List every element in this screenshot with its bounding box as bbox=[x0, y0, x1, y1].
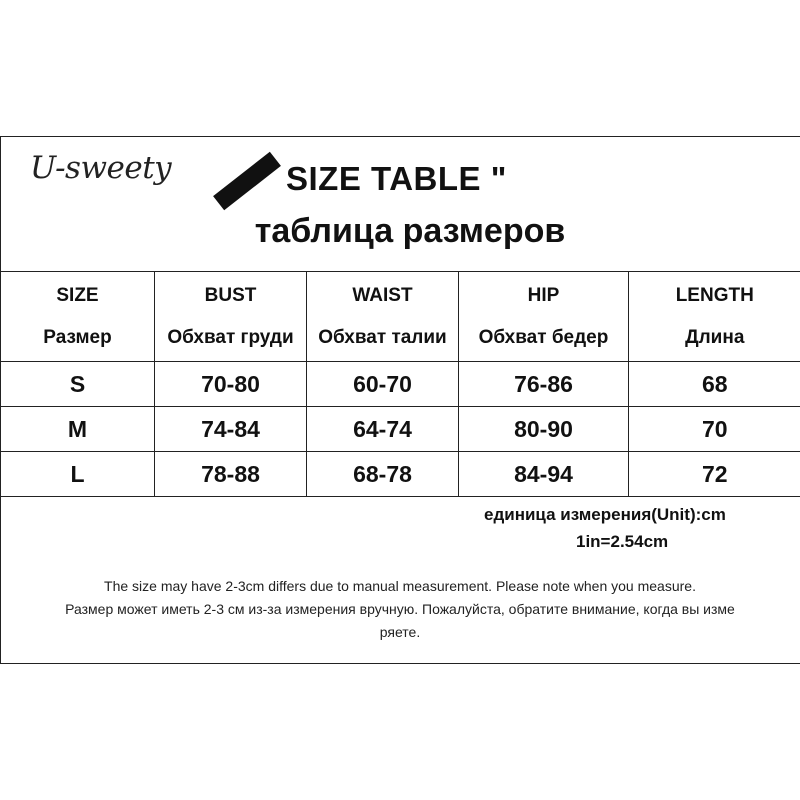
title-english: SIZE TABLE " bbox=[286, 160, 507, 197]
table-row bbox=[1, 407, 800, 452]
table-cell: 80-90 bbox=[459, 407, 629, 452]
header-en: SIZE bbox=[56, 285, 99, 306]
table-cell: 68-78 bbox=[307, 452, 459, 497]
table-cell: 70-80 bbox=[155, 362, 307, 407]
table-row bbox=[1, 452, 800, 497]
table-cell: S bbox=[1, 362, 155, 407]
header-en: LENGTH bbox=[675, 285, 754, 306]
table-cell: 76-86 bbox=[459, 362, 629, 407]
header-ru: Обхват талии bbox=[318, 327, 447, 348]
brand-logo: U-sweety bbox=[30, 150, 172, 186]
header-ru: Обхват груди bbox=[167, 327, 294, 348]
conversion-label: 1in=2.54cm bbox=[576, 532, 669, 551]
table-cell: M bbox=[1, 407, 155, 452]
header-en: HIP bbox=[527, 285, 560, 306]
table-cell: 64-74 bbox=[307, 407, 459, 452]
note-english: The size may have 2-3cm differs due to manual measurement. Please note when you measure. bbox=[104, 578, 696, 594]
header-ru: Размер bbox=[43, 327, 112, 348]
table-cell: 72 bbox=[629, 452, 800, 497]
unit-label: единица измерения(Unit):cm bbox=[484, 505, 726, 524]
table-cell: 74-84 bbox=[155, 407, 307, 452]
table-cell: 68 bbox=[629, 362, 800, 407]
table-cell: 84-94 bbox=[459, 452, 629, 497]
table-cell: L bbox=[1, 452, 155, 497]
header-cell-hip bbox=[459, 272, 629, 362]
header-cell-length bbox=[629, 272, 800, 362]
header-ru: Обхват бедер bbox=[478, 327, 609, 348]
table-row bbox=[1, 362, 800, 407]
table-cell: 78-88 bbox=[155, 452, 307, 497]
table-cell: 60-70 bbox=[307, 362, 459, 407]
size-table bbox=[0, 271, 800, 497]
header-en: BUST bbox=[204, 285, 257, 306]
header-cell-size bbox=[1, 272, 155, 362]
header-ru: Длина bbox=[685, 327, 745, 348]
note-russian-line-2: ряете. bbox=[379, 624, 421, 640]
header-cell-bust bbox=[155, 272, 307, 362]
table-cell: 70 bbox=[629, 407, 800, 452]
header-cell-waist bbox=[307, 272, 459, 362]
note-russian-line-1: Размер может иметь 2-3 см из-за измерения вручную. Пожалуйста, обратите внимание, когда вы изме bbox=[65, 601, 735, 617]
title-russian: таблица размеров bbox=[254, 212, 566, 250]
header-row bbox=[1, 272, 800, 362]
header-en: WAIST bbox=[352, 285, 413, 306]
